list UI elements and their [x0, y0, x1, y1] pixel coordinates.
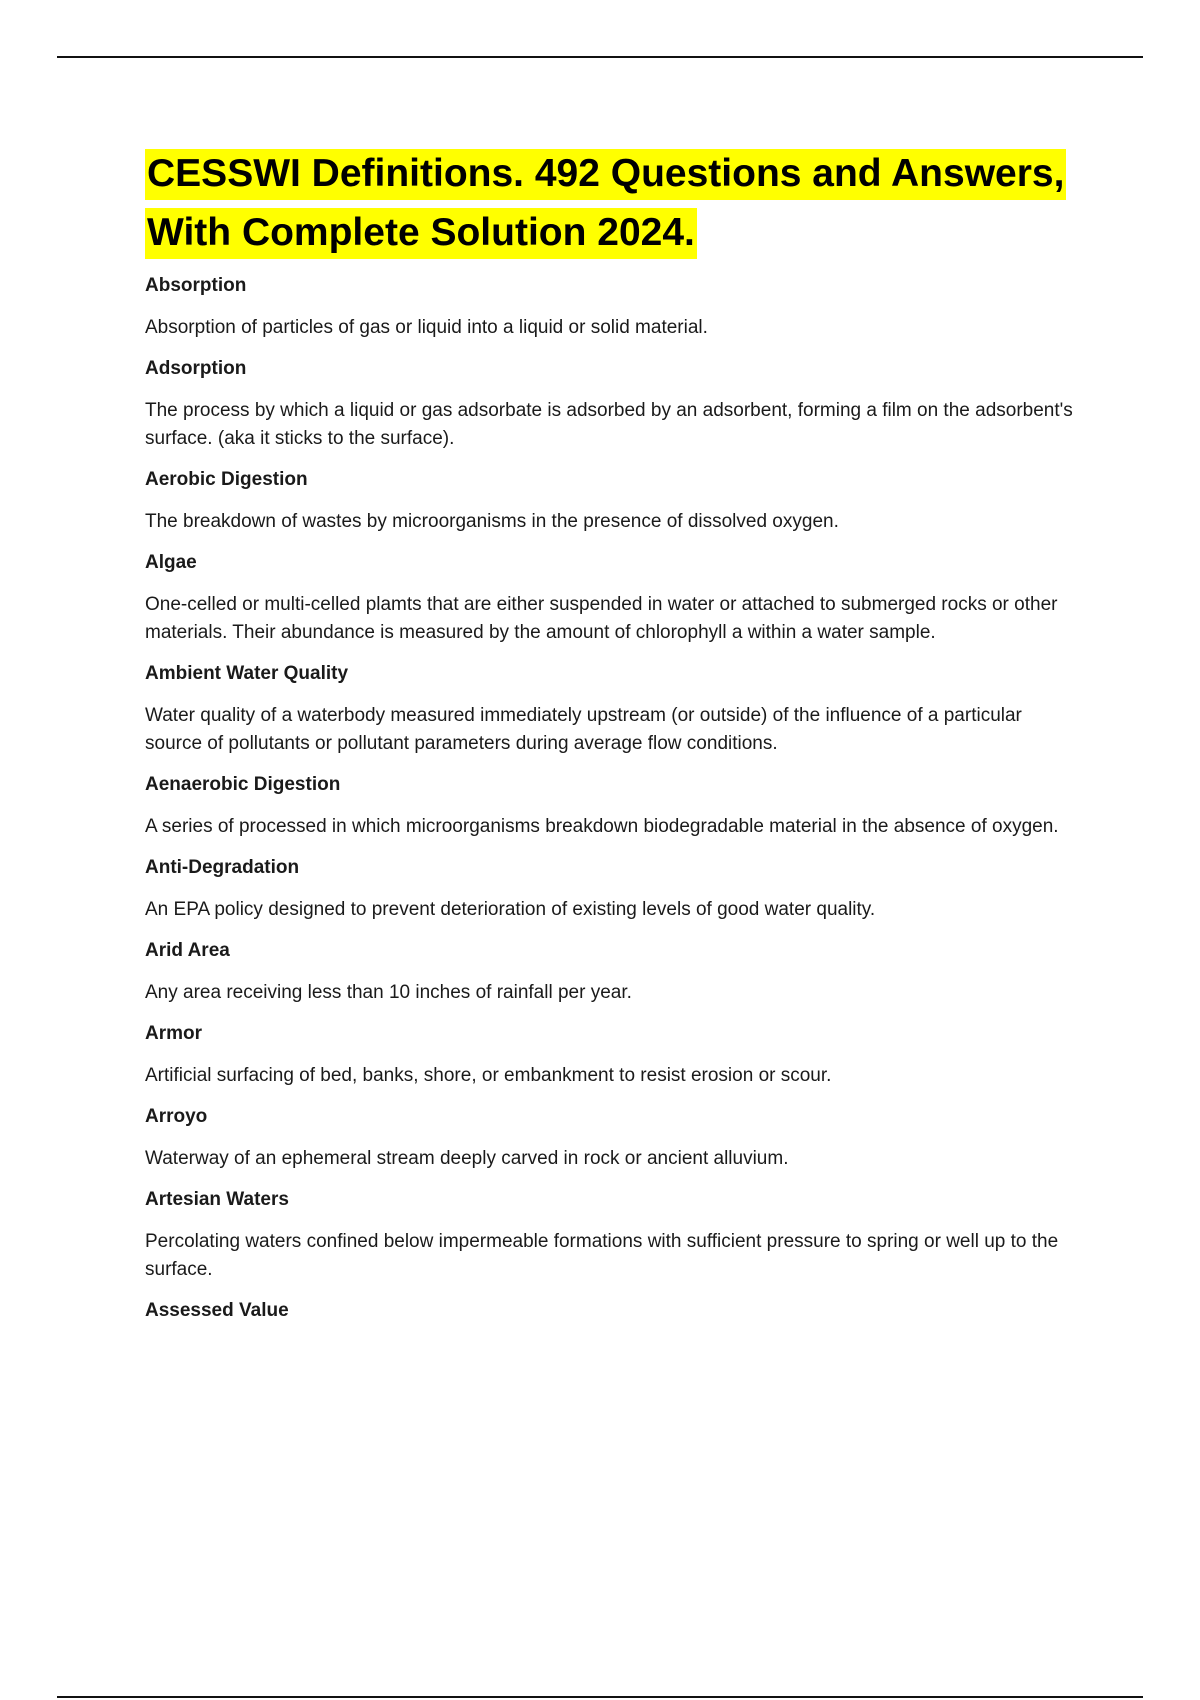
- term-definition: Absorption of particles of gas or liquid into a liquid or solid material.: [145, 317, 708, 338]
- term-heading: Anti-Degradation: [145, 857, 300, 878]
- term-definition: The process by which a liquid or gas adsorbate is adsorbed by an adsorbent, forming a film on the adsorbent's surface. (aka it sticks to the surface).: [145, 400, 1073, 449]
- term-heading: Assessed Value: [145, 1300, 289, 1321]
- term-definition: Any area receiving less than 10 inches of rainfall per year.: [145, 982, 632, 1003]
- definition-entry: [145, 355, 1075, 453]
- document-title: [145, 144, 1075, 262]
- bottom-rule: [57, 1696, 1143, 1698]
- document-body: [145, 144, 1075, 1339]
- term-definition: A series of processed in which microorganisms breakdown biodegradable material in the absence of oxygen.: [145, 816, 1059, 837]
- definition-entry: [145, 466, 1075, 536]
- definition-entry: [145, 1103, 1075, 1173]
- definition-entry: [145, 771, 1075, 841]
- definition-entry: [145, 854, 1075, 924]
- top-rule: [57, 56, 1143, 58]
- term-heading: Adsorption: [145, 358, 247, 379]
- term-heading: Arid Area: [145, 940, 230, 961]
- term-heading: Armor: [145, 1023, 203, 1044]
- title-part-2: 492 Questions and Answers, With Complete Solution 2024.: [147, 152, 1065, 254]
- term-definition: An EPA policy designed to prevent deterioration of existing levels of good water quality.: [145, 899, 876, 920]
- title-highlight: [145, 149, 1066, 259]
- term-definition: Percolating waters confined below impermeable formations with sufficient pressure to spring or well up to the surface.: [145, 1231, 1059, 1280]
- definition-entry: [145, 272, 1075, 342]
- term-heading: Absorption: [145, 275, 247, 296]
- definition-entry: [145, 1297, 1075, 1325]
- term-heading: Algae: [145, 552, 197, 573]
- title-part-1: CESSWI Definitions.: [147, 152, 525, 195]
- term-heading: Artesian Waters: [145, 1189, 289, 1210]
- definition-entry: [145, 1186, 1075, 1284]
- term-heading: Ambient Water Quality: [145, 663, 349, 684]
- term-definition: Waterway of an ephemeral stream deeply carved in rock or ancient alluvium.: [145, 1148, 789, 1169]
- term-definition: Water quality of a waterbody measured immediately upstream (or outside) of the influence of a particular source of pollutants or pollutant parameters during average flow conditions.: [145, 705, 1022, 754]
- definition-entry: [145, 1020, 1075, 1090]
- term-heading: Arroyo: [145, 1106, 208, 1127]
- definition-entry: [145, 937, 1075, 1007]
- term-heading: Aerobic Digestion: [145, 469, 308, 490]
- definition-entry: [145, 660, 1075, 758]
- term-definition: The breakdown of wastes by microorganisms in the presence of dissolved oxygen.: [145, 511, 839, 532]
- term-heading: Aenaerobic Digestion: [145, 774, 341, 795]
- term-definition: Artificial surfacing of bed, banks, shore, or embankment to resist erosion or scour.: [145, 1065, 832, 1086]
- definition-entry: [145, 549, 1075, 647]
- term-definition: One-celled or multi-celled plamts that are either suspended in water or attached to submerged rocks or other materials. Their abundance is measured by the amount of chlorophyll a within a water sample.: [145, 594, 1058, 643]
